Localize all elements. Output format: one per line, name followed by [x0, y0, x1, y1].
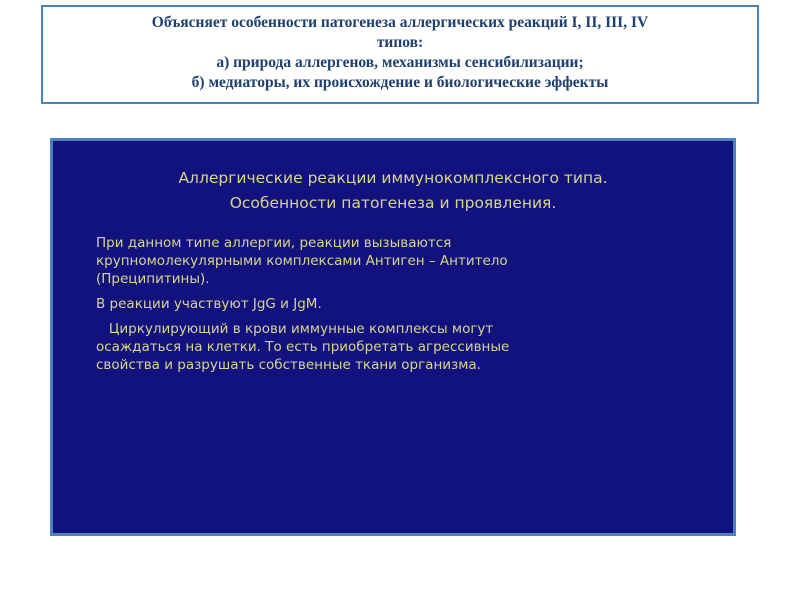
header-line-4: б) медиаторы, их происхождение и биологические эффекты [191, 73, 609, 91]
paragraph-line: В реакции участвуют JgG и JgM. [96, 296, 322, 312]
slide-title [53, 166, 733, 216]
paragraph-immune-complexes [96, 320, 696, 374]
slide-title-line-2: Особенности патогенеза и проявления. [229, 194, 557, 212]
paragraph-line: осаждаться на клетки. То есть приобретать агрессивные [96, 339, 510, 355]
paragraph-line: (Преципитины). [96, 271, 210, 287]
paragraph-immunoglobulins [96, 295, 696, 313]
paragraph-line: крупномолекулярными комплексами Антиген – Антитело [96, 253, 508, 269]
header-line-3: а) природа аллергенов, механизмы сенсибилизации; [216, 53, 584, 71]
slide-title-line-1: Аллергические реакции иммунокомплексного типа. [178, 169, 608, 187]
paragraph-allergy-mechanism [96, 234, 696, 288]
objective-header-box [41, 5, 759, 104]
header-line-1: Объясняет особенности патогенеза аллергических реакций I, II, III, IV [151, 13, 649, 31]
paragraph-line: При данном типе аллергии, реакции вызываются [96, 235, 452, 251]
header-line-2: типов: [376, 33, 424, 51]
paragraph-line: свойства и разрушать собственные ткани организма. [96, 357, 481, 373]
paragraph-line: Циркулирующий в крови иммунные комплексы могут [96, 321, 494, 337]
slide-panel [50, 138, 736, 536]
slide-body [96, 234, 696, 381]
